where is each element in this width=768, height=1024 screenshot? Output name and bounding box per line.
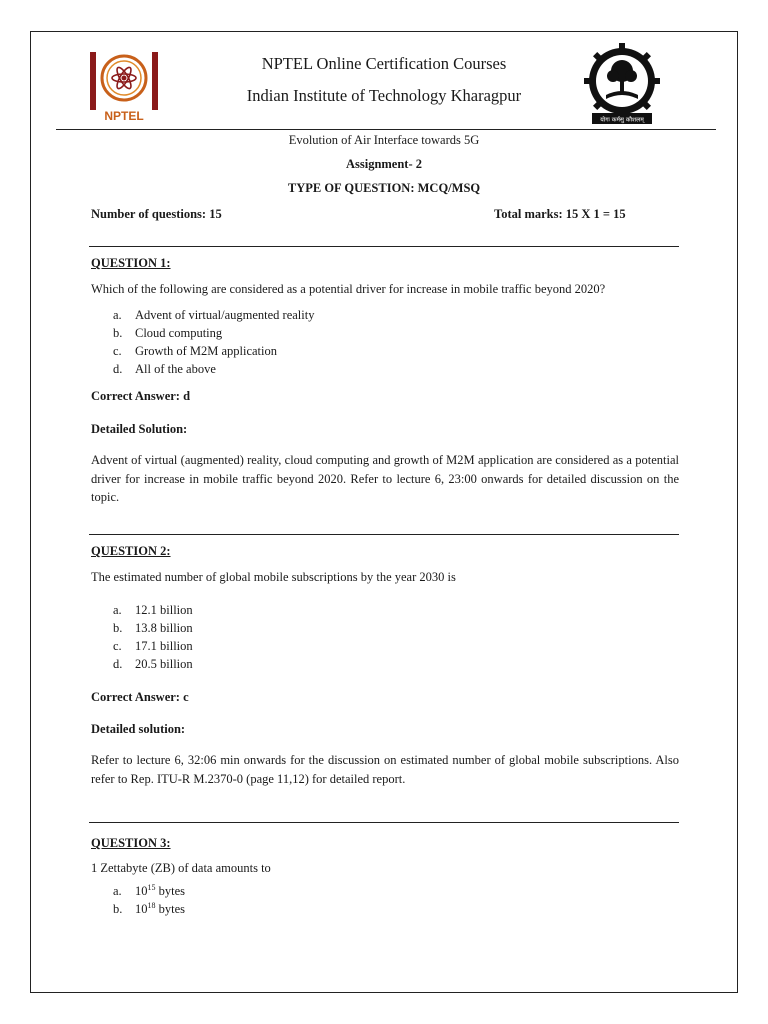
question-3-text: 1 Zettabyte (ZB) of data amounts to: [91, 861, 271, 875]
question-type: TYPE OF QUESTION: MCQ/MSQ: [287, 181, 481, 195]
iit-logo-motto: योगः कर्मसु कौशलम्: [600, 116, 644, 124]
option-letter: d.: [113, 362, 123, 376]
option-text: 17.1 billion: [135, 639, 193, 653]
assignment-label: Assignment- 2: [345, 157, 423, 171]
option-base: 10: [135, 884, 148, 898]
question-3-heading: QUESTION 3:: [91, 836, 171, 850]
option-base: 10: [135, 902, 148, 916]
question-2-solution-label: Detailed solution:: [91, 722, 186, 736]
option-text: 13.8 billion: [135, 621, 193, 635]
question-1-solution-label: Detailed Solution:: [91, 422, 188, 436]
question-1-solution: Advent of virtual (augmented) reality, cloud computing and growth of M2M application are considered as a potential driver for increase in mobile traffic beyond 2020. Refer to lecture 6, 23:00 onwards for detailed discussion on the topic.: [91, 453, 679, 504]
course-title: Evolution of Air Interface towards 5G: [288, 133, 480, 147]
question-1-answer: Correct Answer: d: [91, 389, 191, 403]
option-text: 12.1 billion: [135, 603, 193, 617]
option-unit: bytes: [155, 884, 186, 898]
option-unit: bytes: [155, 902, 186, 916]
option-letter: b.: [113, 621, 123, 635]
question-3-option-a: [113, 882, 185, 900]
question-2-heading: QUESTION 2:: [91, 544, 171, 558]
option-text: Cloud computing: [135, 326, 223, 340]
question-1-text: Which of the following are considered as a potential driver for increase in mobile traffic beyond 2020?: [91, 282, 606, 296]
num-questions-label: Number of questions: [91, 207, 202, 221]
section-divider: [89, 822, 679, 823]
num-questions-value: : 15: [201, 207, 222, 221]
question-3-option-b: [113, 900, 185, 918]
question-2-solution: Refer to lecture 6, 32:06 min onwards for the discussion on estimated number of global mobile subscriptions. Also refer to Rep. ITU-R M.2370-0 (page 11,12) for detailed report.: [91, 753, 679, 786]
question-1-option-a: [113, 306, 314, 324]
question-2-option-a: [113, 601, 193, 619]
option-text: 20.5 billion: [135, 657, 193, 671]
option-letter: b.: [113, 326, 123, 340]
option-letter: a.: [113, 308, 122, 322]
number-of-questions: [91, 205, 222, 223]
question-1-option-b: [113, 324, 222, 342]
option-letter: a.: [113, 603, 122, 617]
option-exponent: 18: [147, 901, 156, 910]
option-letter: a.: [113, 884, 122, 898]
institution-title: NPTEL Online Certification Courses: [261, 54, 507, 73]
option-exponent: 15: [147, 883, 156, 892]
option-text: All of the above: [135, 362, 216, 376]
option-letter: c.: [113, 344, 122, 358]
option-letter: b.: [113, 902, 123, 916]
question-2-answer: Correct Answer: c: [91, 690, 189, 704]
section-divider: [89, 246, 679, 247]
option-text: Advent of virtual/augmented reality: [135, 308, 315, 322]
question-1-heading: QUESTION 1:: [91, 256, 171, 270]
nptel-logo-text: NPTEL: [104, 109, 144, 123]
option-letter: d.: [113, 657, 123, 671]
question-2-option-b: [113, 619, 193, 637]
question-1-option-c: [113, 342, 277, 360]
section-divider: [89, 534, 679, 535]
option-letter: c.: [113, 639, 122, 653]
total-marks: Total marks: 15 X 1 = 15: [494, 207, 626, 221]
question-2-option-c: [113, 637, 193, 655]
question-2-text: The estimated number of global mobile subscriptions by the year 2030 is: [91, 570, 456, 584]
option-text: Growth of M2M application: [135, 344, 277, 358]
question-2-option-d: [113, 655, 193, 673]
institution-subtitle: Indian Institute of Technology Kharagpur: [246, 86, 522, 105]
header-divider: [56, 129, 716, 130]
question-1-option-d: [113, 360, 216, 378]
